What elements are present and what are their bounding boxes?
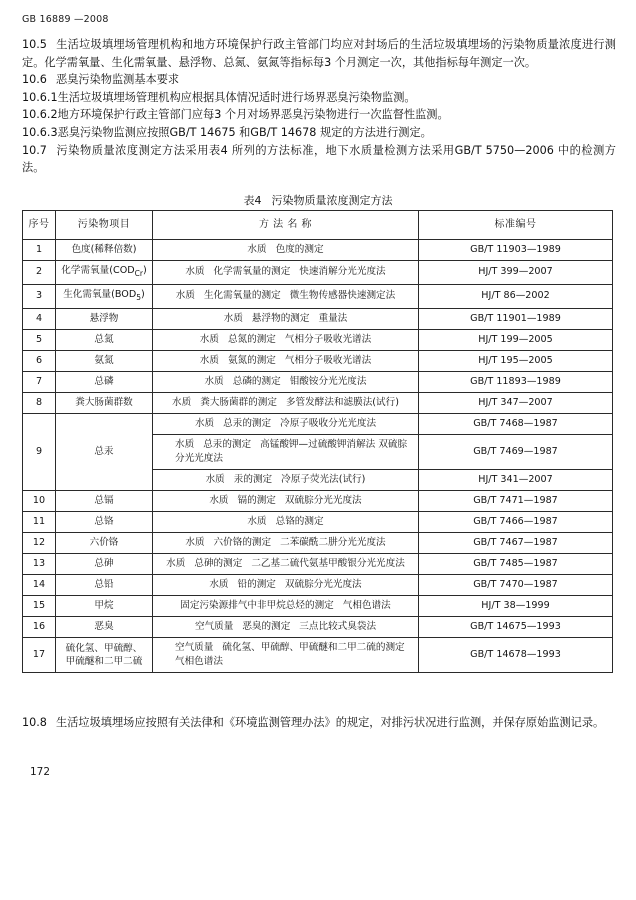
cell-pollutant-item: 总铬 bbox=[56, 511, 153, 532]
method-part-a: 固定污染源排气中非甲烷总烃的测定 bbox=[180, 599, 334, 611]
method-part-c: 气相分子吸收光谱法 bbox=[284, 333, 372, 345]
method-part-b: 铅的测定 bbox=[237, 578, 276, 590]
method-part-c: 钼酸铵分光光度法 bbox=[289, 375, 367, 387]
cell-standard-number: HJ/T 199—2005 bbox=[419, 329, 613, 350]
cell-standard-number: GB/T 11893—1989 bbox=[419, 371, 613, 392]
table-row bbox=[23, 371, 613, 392]
cell-method-name bbox=[153, 595, 419, 616]
method-part-b: 生化需氧量的测定 bbox=[203, 290, 281, 302]
table-row bbox=[23, 616, 613, 637]
clause-10-6-text: 恶臭污染物监测基本要求 bbox=[56, 73, 180, 87]
table-header-row bbox=[23, 211, 613, 240]
table-row bbox=[23, 392, 613, 413]
cell-method-name bbox=[153, 308, 419, 329]
cell-standard-number: GB/T 7467—1987 bbox=[419, 532, 613, 553]
running-header bbox=[22, 14, 614, 26]
footer-clause bbox=[22, 714, 616, 732]
method-part-a: 水质 bbox=[199, 333, 219, 345]
method-part-b: 汞的测定 bbox=[233, 473, 273, 485]
clause-10-6-3 bbox=[22, 124, 616, 142]
cell-method-name bbox=[153, 413, 419, 434]
method-part-c: 快速消解分光光度法 bbox=[299, 266, 386, 278]
item-text: 生化需氧量(BOD bbox=[63, 288, 137, 300]
cell-method-name bbox=[153, 329, 419, 350]
cell-method-name bbox=[153, 261, 419, 285]
method-part-c: 重量法 bbox=[318, 312, 348, 324]
table-row bbox=[23, 553, 613, 574]
method-part-c: 二苯碳酰二肼分光光度法 bbox=[280, 536, 386, 548]
table-caption-title: 污染物质量浓度测定方法 bbox=[271, 194, 393, 207]
table-row bbox=[23, 350, 613, 371]
method-part-c: 多管发酵法和滤膜法(试行) bbox=[285, 396, 399, 408]
table-caption bbox=[0, 192, 636, 208]
cell-serial-number: 4 bbox=[23, 308, 56, 329]
method-part-a: 水质 bbox=[204, 375, 224, 387]
cell-method-name bbox=[153, 574, 419, 595]
clause-10-7-number: 10.7 bbox=[22, 143, 47, 157]
cell-pollutant-item: 总汞 bbox=[56, 413, 153, 490]
clause-10-6 bbox=[22, 71, 616, 89]
method-part-b: 总磷的测定 bbox=[232, 375, 281, 387]
method-part-b: 总氮的测定 bbox=[227, 333, 276, 345]
cell-standard-number: GB/T 7468—1987 bbox=[419, 413, 613, 434]
cell-method-name bbox=[153, 371, 419, 392]
cell-standard-number: GB/T 14675—1993 bbox=[419, 616, 613, 637]
cell-pollutant-item: 色度(稀释倍数) bbox=[56, 240, 153, 261]
cell-serial-number: 13 bbox=[23, 553, 56, 574]
method-part-c: 二乙基二硫代氨基甲酸银分光光度法 bbox=[251, 557, 405, 569]
cell-serial-number: 7 bbox=[23, 371, 56, 392]
clause-10-7 bbox=[22, 142, 616, 177]
item-text-tail: ) bbox=[142, 265, 147, 276]
method-part-a: 水质 bbox=[175, 438, 195, 450]
col-header-standard: 标准编号 bbox=[419, 211, 613, 240]
cell-pollutant-item: 悬浮物 bbox=[56, 308, 153, 329]
cell-pollutant-item: 总砷 bbox=[56, 553, 153, 574]
method-part-b: 恶臭的测定 bbox=[242, 620, 291, 632]
cell-method-name bbox=[153, 469, 419, 490]
cell-serial-number: 15 bbox=[23, 595, 56, 616]
method-part-b: 氨氮的测定 bbox=[227, 354, 276, 366]
table-row bbox=[23, 329, 613, 350]
cell-method-name bbox=[153, 392, 419, 413]
method-table-wrapper bbox=[22, 210, 612, 673]
cell-standard-number: HJ/T 341—2007 bbox=[419, 469, 613, 490]
clause-10-8-number: 10.8 bbox=[22, 716, 47, 729]
cell-serial-number: 8 bbox=[23, 392, 56, 413]
cell-method-name bbox=[153, 637, 419, 672]
cell-pollutant-item: 恶臭 bbox=[56, 616, 153, 637]
cell-serial-number: 16 bbox=[23, 616, 56, 637]
clause-10-8 bbox=[22, 714, 616, 732]
clause-10-8-text: 生活垃圾填埋场应按照有关法律和《环境监测管理办法》的规定，对排污状况进行监测，并保存原始监测记录。 bbox=[56, 716, 605, 729]
cell-pollutant-item bbox=[56, 284, 153, 308]
col-header-item: 污染物项目 bbox=[56, 211, 153, 240]
cell-method-name bbox=[153, 350, 419, 371]
clause-10-6-2 bbox=[22, 106, 616, 124]
cell-pollutant-item: 粪大肠菌群数 bbox=[56, 392, 153, 413]
cell-standard-number: GB/T 11903—1989 bbox=[419, 240, 613, 261]
table-row bbox=[23, 261, 613, 285]
method-part-a: 水质 bbox=[199, 354, 219, 366]
table-row bbox=[23, 511, 613, 532]
method-part-b: 镉的测定 bbox=[237, 494, 276, 506]
method-part-a: 水质 bbox=[209, 494, 229, 506]
cell-standard-number: GB/T 7471—1987 bbox=[419, 490, 613, 511]
cell-pollutant-item: 甲烷 bbox=[56, 595, 153, 616]
cell-method-name bbox=[153, 434, 419, 469]
item-line-1: 硫化氢、甲硫醇、 bbox=[65, 642, 143, 654]
method-part-b: 硫化氢、甲硫醇、甲硫醚和二甲二硫的测定 bbox=[222, 641, 405, 653]
method-part-c: 冷原子吸收分光光度法 bbox=[280, 417, 377, 429]
cell-pollutant-item: 六价铬 bbox=[56, 532, 153, 553]
clause-10-6-3-number: 10.6.3 bbox=[22, 125, 58, 139]
method-part-b: 悬浮物的测定 bbox=[251, 312, 310, 324]
item-subscript: 5 bbox=[136, 292, 142, 302]
clause-10-5-number: 10.5 bbox=[22, 38, 47, 51]
method-part-c: 气相色谱法 bbox=[175, 655, 223, 667]
method-part-c: 三点比较式臭袋法 bbox=[299, 620, 377, 632]
cell-serial-number: 11 bbox=[23, 511, 56, 532]
method-part-b: 色度的测定 bbox=[275, 244, 324, 255]
cell-serial-number: 9 bbox=[23, 413, 56, 490]
method-part-b: 化学需氧量的测定 bbox=[213, 266, 291, 278]
item-text-tail: ) bbox=[141, 288, 145, 300]
cell-standard-number: GB/T 7469—1987 bbox=[419, 434, 613, 469]
table-row bbox=[23, 595, 613, 616]
cell-pollutant-item: 氨氮 bbox=[56, 350, 153, 371]
method-part-a: 水质 bbox=[175, 290, 195, 302]
item-line-2: 甲硫醚和二甲二硫 bbox=[65, 655, 143, 667]
method-part-b: 总砷的测定 bbox=[194, 557, 243, 569]
method-part-a: 水质 bbox=[205, 473, 225, 485]
table-row bbox=[23, 284, 613, 308]
cell-standard-number: GB/T 7485—1987 bbox=[419, 553, 613, 574]
cell-serial-number: 6 bbox=[23, 350, 56, 371]
clause-10-6-number: 10.6 bbox=[22, 73, 47, 87]
standard-code: GB 16889 —2008 bbox=[22, 14, 109, 25]
method-part-a: 水质 bbox=[223, 312, 243, 324]
clause-10-6-1-number: 10.6.1 bbox=[22, 90, 58, 104]
method-part-c: 双硫腙分光光度法 bbox=[284, 578, 362, 590]
method-part-b: 总铬的测定 bbox=[275, 515, 324, 527]
clause-10-6-1-text: 生活垃圾填埋场管理机构应根据具体情况适时进行场界恶臭污染物监测。 bbox=[57, 90, 416, 104]
method-part-b: 总汞的测定 bbox=[223, 417, 272, 429]
method-part-c: 气相分子吸收光谱法 bbox=[284, 354, 372, 366]
cell-pollutant-item: 总磷 bbox=[56, 371, 153, 392]
cell-method-name bbox=[153, 616, 419, 637]
table-row bbox=[23, 308, 613, 329]
table-body bbox=[23, 240, 613, 673]
method-part-a: 水质 bbox=[185, 266, 205, 278]
method-part-c: 微生物传感器快速测定法 bbox=[289, 290, 396, 302]
cell-standard-number: GB/T 7470—1987 bbox=[419, 574, 613, 595]
method-part-a: 水质 bbox=[247, 515, 267, 527]
method-part-a: 空气质量 bbox=[175, 641, 214, 653]
cell-serial-number: 3 bbox=[23, 284, 56, 308]
method-part-a: 水质 bbox=[247, 244, 267, 255]
table-head bbox=[23, 211, 613, 240]
method-part-b: 总汞的测定 bbox=[203, 438, 252, 450]
cell-method-name bbox=[153, 553, 419, 574]
cell-pollutant-item: 总铅 bbox=[56, 574, 153, 595]
cell-standard-number: HJ/T 399—2007 bbox=[419, 261, 613, 285]
method-part-a: 水质 bbox=[166, 557, 186, 569]
table-row bbox=[23, 490, 613, 511]
cell-standard-number: GB/T 11901—1989 bbox=[419, 308, 613, 329]
cell-pollutant-item: 总镉 bbox=[56, 490, 153, 511]
method-part-a: 水质 bbox=[172, 396, 192, 408]
table-row bbox=[23, 240, 613, 261]
cell-serial-number: 1 bbox=[23, 240, 56, 261]
method-part-b: 六价铬的测定 bbox=[213, 536, 272, 548]
cell-standard-number: HJ/T 347—2007 bbox=[419, 392, 613, 413]
cell-standard-number: HJ/T 195—2005 bbox=[419, 350, 613, 371]
method-part-a: 空气质量 bbox=[194, 620, 234, 632]
cell-serial-number: 2 bbox=[23, 261, 56, 285]
cell-standard-number: GB/T 7466—1987 bbox=[419, 511, 613, 532]
clause-10-6-2-text: 地方环境保护行政主管部门应每3 个月对场界恶臭污染物进行一次监督性监测。 bbox=[57, 108, 449, 122]
col-header-method: 方 法 名 称 bbox=[153, 211, 419, 240]
clause-10-5 bbox=[22, 36, 616, 71]
cell-standard-number: HJ/T 38—1999 bbox=[419, 595, 613, 616]
method-part-c: 气相色谱法 bbox=[342, 599, 391, 611]
col-header-no: 序号 bbox=[23, 211, 56, 240]
cell-method-name bbox=[153, 284, 419, 308]
clause-10-6-3-text: 恶臭污染物监测应按照GB/T 14675 和GB/T 14678 规定的方法进行测定。 bbox=[57, 125, 432, 139]
page-number: 172 bbox=[30, 766, 51, 778]
cell-pollutant-item: 总氮 bbox=[56, 329, 153, 350]
cell-serial-number: 14 bbox=[23, 574, 56, 595]
cell-standard-number: GB/T 14678—1993 bbox=[419, 637, 613, 672]
clause-10-5-text: 生活垃圾填埋场管理机构和地方环境保护行政主管部门均应对封场后的生活垃圾填埋场的污染物质量浓度进行测定。化学需氧量、生化需氧量、悬浮物、总氮、氨氮等指标每3 个月测定一次，其他指标每年测定一次。 bbox=[22, 38, 616, 69]
method-part-a: 水质 bbox=[209, 578, 229, 590]
method-part-c: 冷原子荧光法(试行) bbox=[281, 473, 366, 485]
table-row bbox=[23, 574, 613, 595]
item-text: 化学需氧量(COD bbox=[61, 265, 135, 276]
method-part-c: 高锰酸钾—过硫酸钾消解法 双硫腙分光光度法 bbox=[175, 438, 408, 464]
table-row bbox=[23, 532, 613, 553]
table-caption-label: 表4 bbox=[243, 194, 262, 207]
clause-list bbox=[22, 36, 616, 177]
clause-10-7-text: 污染物质量浓度测定方法采用表4 所列的方法标准，地下水质量检测方法采用GB/T 5750—2006 中的检测方法。 bbox=[22, 143, 616, 175]
cell-method-name bbox=[153, 490, 419, 511]
cell-serial-number: 5 bbox=[23, 329, 56, 350]
method-part-c: 双硫腙分光光度法 bbox=[284, 494, 362, 506]
cell-serial-number: 17 bbox=[23, 637, 56, 672]
method-part-a: 水质 bbox=[185, 536, 205, 548]
cell-pollutant-item bbox=[56, 261, 153, 285]
cell-pollutant-item bbox=[56, 637, 153, 672]
cell-serial-number: 10 bbox=[23, 490, 56, 511]
item-subscript: Cr bbox=[134, 268, 143, 278]
method-part-a: 水质 bbox=[194, 417, 215, 429]
cell-serial-number: 12 bbox=[23, 532, 56, 553]
clause-10-6-2-number: 10.6.2 bbox=[22, 108, 58, 122]
cell-method-name bbox=[153, 532, 419, 553]
cell-standard-number: HJ/T 86—2002 bbox=[419, 284, 613, 308]
cell-method-name bbox=[153, 511, 419, 532]
cell-method-name bbox=[153, 240, 419, 261]
table-row bbox=[23, 637, 613, 672]
clause-10-6-1 bbox=[22, 89, 616, 107]
method-part-b: 粪大肠菌群的测定 bbox=[200, 396, 277, 408]
pollutant-method-table bbox=[22, 210, 613, 673]
table-row bbox=[23, 413, 613, 434]
